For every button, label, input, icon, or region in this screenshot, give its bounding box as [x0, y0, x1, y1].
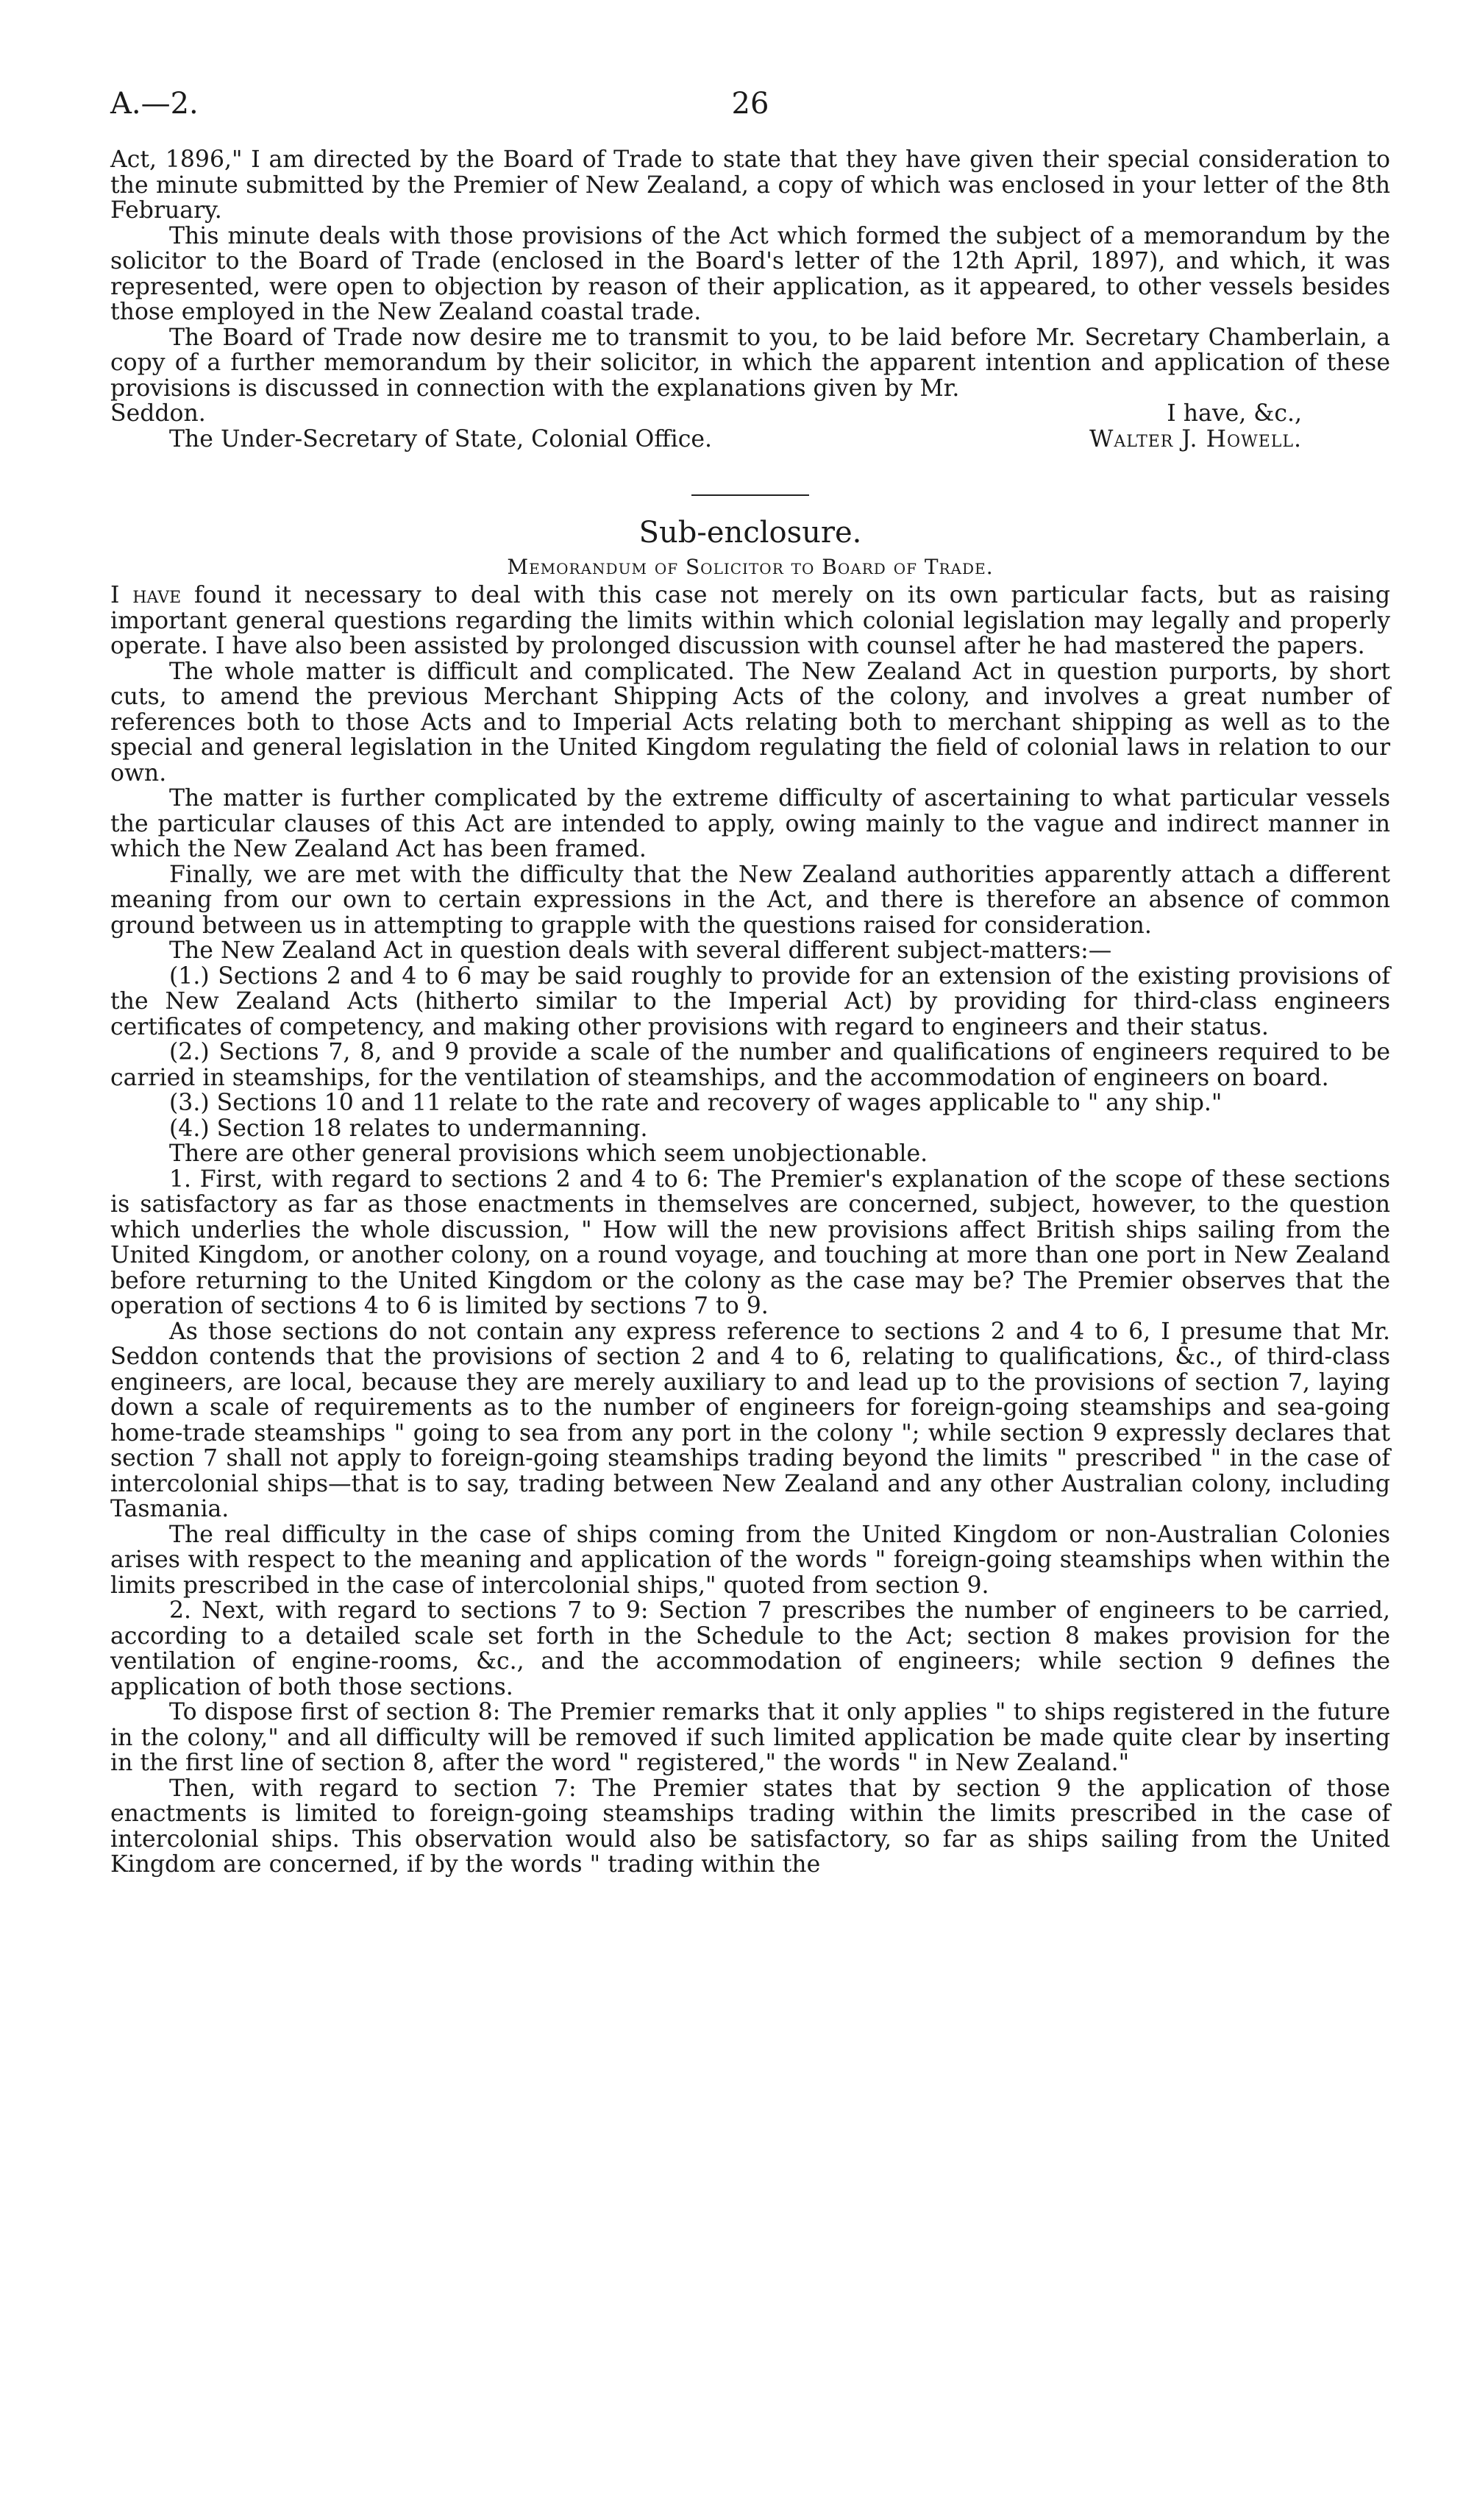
document-reference: A.—2.: [110, 87, 199, 121]
memo-paragraph: Then, with regard to section 7: The Premier states that by section 9 the application of those enactments is limited to foreign-going steamships trading within the limits prescribed in the case of intercolonial ships. This observation would also be satisfactory, so far as ships sailing from the United Kingdom are concerned, if by the words " trading within the: [110, 1775, 1390, 1878]
memo-paragraph: The New Zealand Act in question deals with several different subject-matters:—: [169, 937, 1112, 964]
memo-opening-text: found it necessary to deal with this case not merely on its own particular facts, but as raising important general questions regarding the limits within which colonial legislation may legally and properly operate. I have also been assisted by prolonged discussion with counsel after he had mastered the papers.: [110, 582, 1390, 659]
memo-opening-words: I have: [110, 582, 182, 608]
addressee: The Under-Secretary of State, Colonial Office.: [169, 425, 713, 452]
closing-formula: I have, &c.,: [1167, 400, 1302, 427]
memo-paragraph: The real difficulty in the case of ships coming from the United Kingdom or non-Australian Colonies arises with respect to the meaning and application of the words " foreign-going steamships when within the limits prescribed in the case of intercolonial ships," quoted from section 9.: [110, 1521, 1390, 1599]
paragraph: This minute deals with those provisions of the Act which formed the subject of a memorandum by the solicitor to the Board of Trade (enclosed in the Board's letter of the 12th April, 1897), and which, it was represented, were open to objection by reason of their application, as it appeared, to other vessels besides those employed in the New Zealand coastal trade.: [110, 222, 1390, 325]
memo-paragraph: The matter is further complicated by the extreme difficulty of ascertaining to what particular vessels the particular clauses of this Act are intended to apply, owing mainly to the vague and indirect manner in which the New Zealand Act has been framed.: [110, 785, 1390, 862]
memo-paragraph: (1.) Sections 2 and 4 to 6 may be said roughly to provide for an extension of the existing provisions of the New Zealand Acts (hitherto similar to the Imperial Act) by providing for third-class engineers certificates of competency, and making other provisions with regard to engineers and their status.: [110, 962, 1390, 1040]
enclosure-subtitle: Memorandum of Solicitor to Board of Trade.: [507, 555, 994, 579]
paragraph: The Board of Trade now desire me to transmit to you, to be laid before Mr. Secretary Chamberlain, a copy of a further memorandum by their solicitor, in which the apparent intention and application of these provisions is discussed in connection with the explanations given by Mr.: [110, 324, 1390, 402]
memo-paragraph: There are other general provisions which seem unobjectionable.: [169, 1140, 928, 1167]
paragraph-continuation: Act, 1896," I am directed by the Board of Trade to state that they have given their special consideration to the minute submitted by the Premier of New Zealand, a copy of which was enclosed in your letter of the 8th February.: [110, 146, 1390, 224]
page-header: [110, 87, 1390, 131]
memo-paragraph: (3.) Sections 10 and 11 relate to the rate and recovery of wages applicable to " any ship.": [169, 1090, 1222, 1116]
memo-paragraph: (4.) Section 18 relates to undermanning.: [169, 1115, 648, 1142]
signature-row: [110, 427, 1390, 452]
memo-paragraph: 2. Next, with regard to sections 7 to 9: Section 7 prescribes the number of engineers to be carried, according to a detailed scale set forth in the Schedule to the Act; section 8 makes provision for the ventilation of engine-rooms, &c., and the accommodation of engineers; while section 9 defines the application of both those sections.: [110, 1597, 1390, 1700]
section-divider: [691, 494, 809, 496]
memo-first-paragraph: [110, 583, 1390, 659]
page-number: 26: [731, 87, 769, 121]
body-text: [110, 147, 1390, 1878]
memo-paragraph: Finally, we are met with the difficulty that the New Zealand authorities apparently attach a different meaning from our own to certain expressions in the Act, and there is therefore an absence of common ground between us in attempting to grapple with the questions raised for consideration.: [110, 861, 1390, 939]
closing-name: Seddon.: [110, 400, 206, 427]
memo-paragraph: (2.) Sections 7, 8, and 9 provide a scale of the number and qualifications of engineers required to be carried in steamships, for the ventilation of steamships, and the accommodation of engineers on board.: [110, 1039, 1390, 1091]
memo-paragraph: To dispose first of section 8: The Premier remarks that it only applies " to ships registered in the future in the colony," and all difficulty will be removed if such limited application be made quite clear by inserting in the first line of section 8, after the word " registered," the words " in New Zealand.": [110, 1699, 1390, 1776]
memo-paragraph: 1. First, with regard to sections 2 and 4 to 6: The Premier's explanation of the scope of these sections is satisfactory as far as those enactments in themselves are concerned, subject, however, to the question which underlies the whole discussion, " How will the new provisions affect British ships sailing from the United Kingdom, or another colony, on a round voyage, and touching at more than one port in New Zealand before returning to the United Kingdom or the colony as the case may be? The Premier observes that the operation of sections 4 to 6 is limited by sections 7 to 9.: [110, 1165, 1390, 1319]
enclosure-title: Sub-enclosure.: [638, 516, 862, 550]
memo-paragraphs: [110, 659, 1390, 1878]
closing-row: [110, 401, 1390, 427]
signature: Walter J. Howell.: [1089, 425, 1302, 452]
memo-paragraph: As those sections do not contain any express reference to sections 2 and 4 to 6, I presume that Mr. Seddon contends that the provisions of section 2 and 4 to 6, relating to qualifications, &c., of third-class engineers, are local, because they are merely auxiliary to and lead up to the provisions of section 7, laying down a scale of requirements as to the number of engineers for foreign-going steamships and sea-going home-trade steamships " going to sea from any port in the colony "; while section 9 expressly declares that section 7 shall not apply to foreign-going steamships trading beyond the limits " prescribed " in the case of intercolonial ships—that is to say, trading between New Zealand and any other Australian colony, including Tasmania.: [110, 1318, 1390, 1522]
memo-paragraph: The whole matter is difficult and complicated. The New Zealand Act in question purports, by short cuts, to amend the previous Merchant Shipping Acts of the colony, and involves a great number of references both to those Acts and to Imperial Acts relating both to merchant shipping as well as to the special and general legislation in the United Kingdom regulating the field of colonial laws in relation to our own.: [110, 658, 1390, 787]
